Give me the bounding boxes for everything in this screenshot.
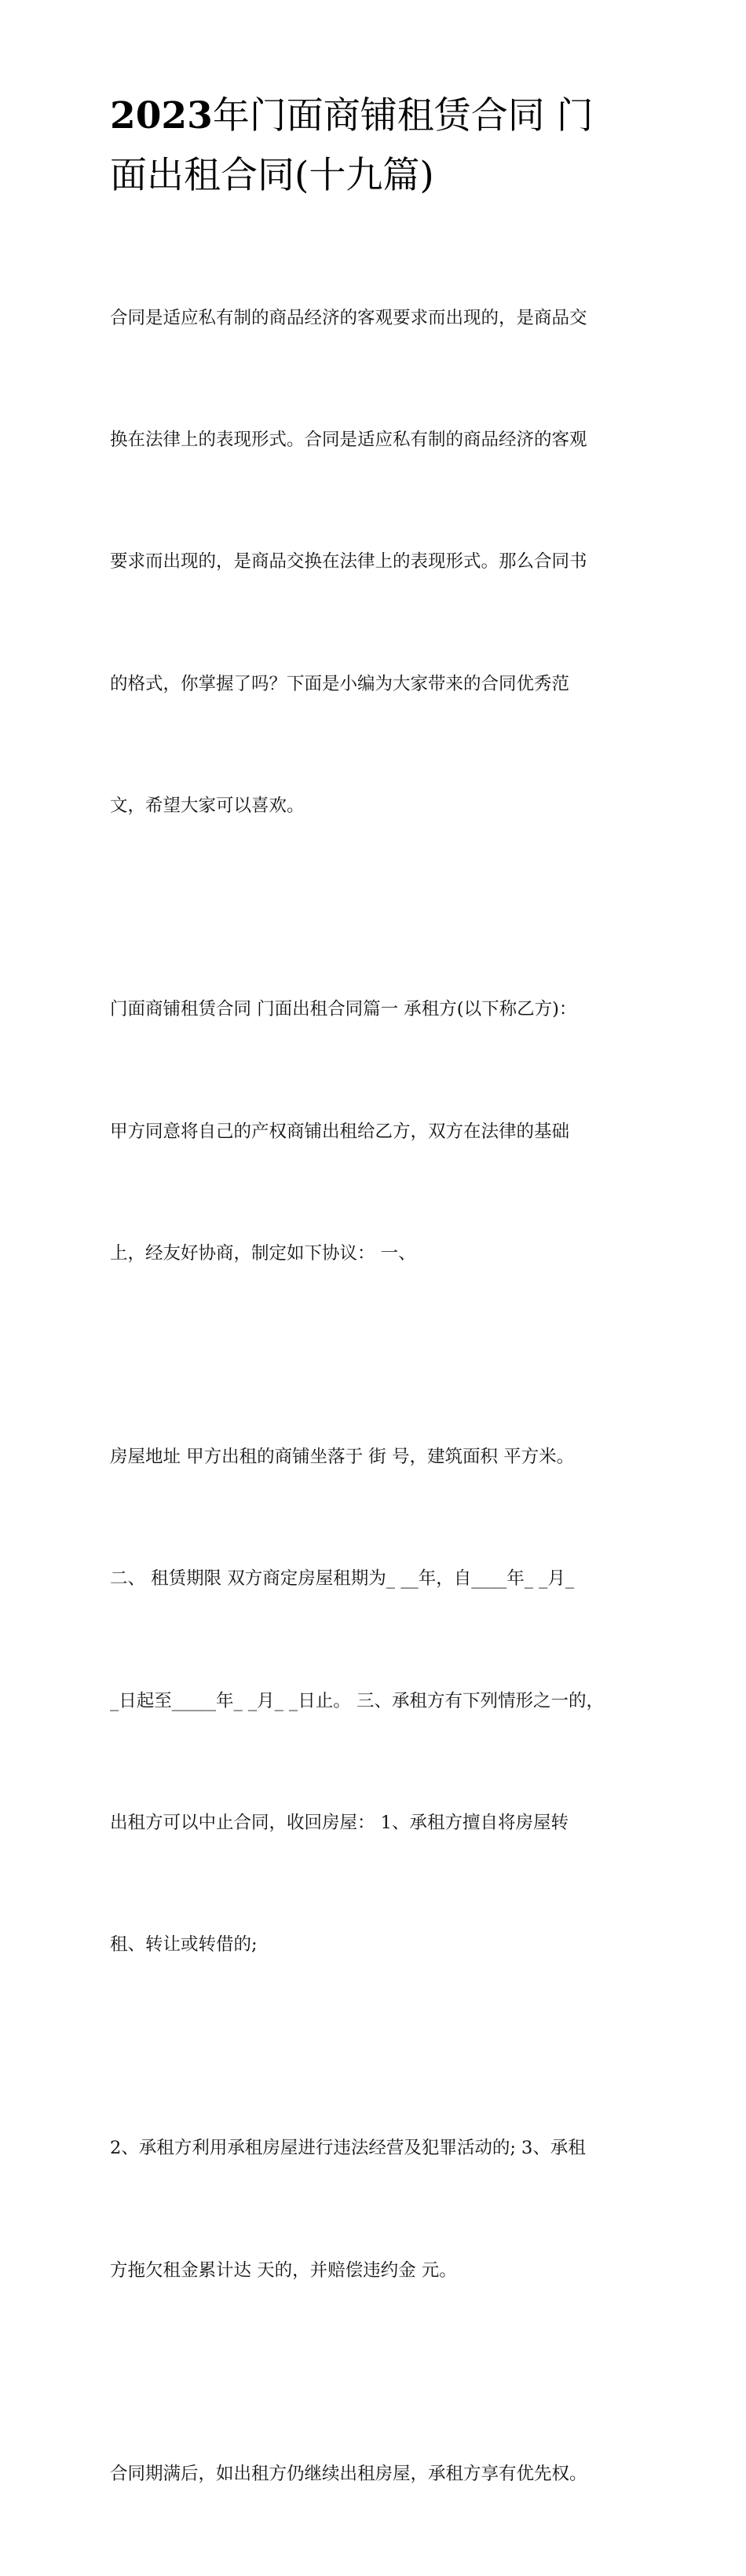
text-line: 合同是适应私有制的商品经济的客观要求而出现的，是商品交 <box>110 307 587 328</box>
title-year: 2023 <box>110 94 213 137</box>
paragraph-intro <box>110 217 644 909</box>
title-line-2-text: 面出租合同(十九篇) <box>110 154 434 197</box>
text-line: 合同期满后，如出租方仍继续出租房屋，承租方享有优先权。 <box>110 2463 587 2484</box>
text-line: 甲方同意将自己的产权商铺出租给乙方，双方在法律的基础 <box>110 1121 570 1142</box>
title-line-1-text: 年门面商铺租赁合同 门 <box>212 94 594 137</box>
paragraph-renewal <box>110 2373 644 2576</box>
text-line: 房屋地址 甲方出租的商铺坐落于 街 号，建筑面积 平方米。 <box>110 1446 575 1467</box>
document-body <box>110 217 644 2576</box>
text-line: 二、 租赁期限 双方商定房屋租期为_ __年，自____年_ _月_ <box>110 1568 575 1590</box>
text-line: 出租方可以中止合同，收回房屋： 1、承租方擅自将房屋转 <box>110 1813 569 1834</box>
text-line: 方拖欠租金累计达 天的，并赔偿违约金 元。 <box>110 2259 457 2281</box>
text-line: 换在法律上的表现形式。合同是适应私有制的商品经济的客观 <box>110 429 587 450</box>
paragraph-terms <box>110 1356 644 2047</box>
text-line: 2、承租方利用承租房屋进行违法经营及犯罪活动的; 3、承租 <box>110 2138 586 2159</box>
paragraph-contract-header <box>110 909 644 1356</box>
text-line: 门面商铺租赁合同 门面出租合同篇一 承租方(以下称乙方)： <box>110 999 577 1020</box>
text-line: 的格式，你掌握了吗？下面是小编为大家带来的合同优秀范 <box>110 673 570 694</box>
paragraph-clauses <box>110 2047 644 2373</box>
text-line: 文，希望大家可以喜欢。 <box>110 796 305 817</box>
text-line: 要求而出现的，是商品交换在法律上的表现形式。那么合同书 <box>110 551 587 573</box>
text-line: 租、转让或转借的; <box>110 1934 258 1956</box>
text-line: 上，经友好协商，制定如下协议： 一、 <box>110 1242 416 1264</box>
text-line: _日起至_____年_ _月_ _日止。 三、承租方有下列情形之一的， <box>110 1690 604 1711</box>
document-title <box>110 86 644 206</box>
